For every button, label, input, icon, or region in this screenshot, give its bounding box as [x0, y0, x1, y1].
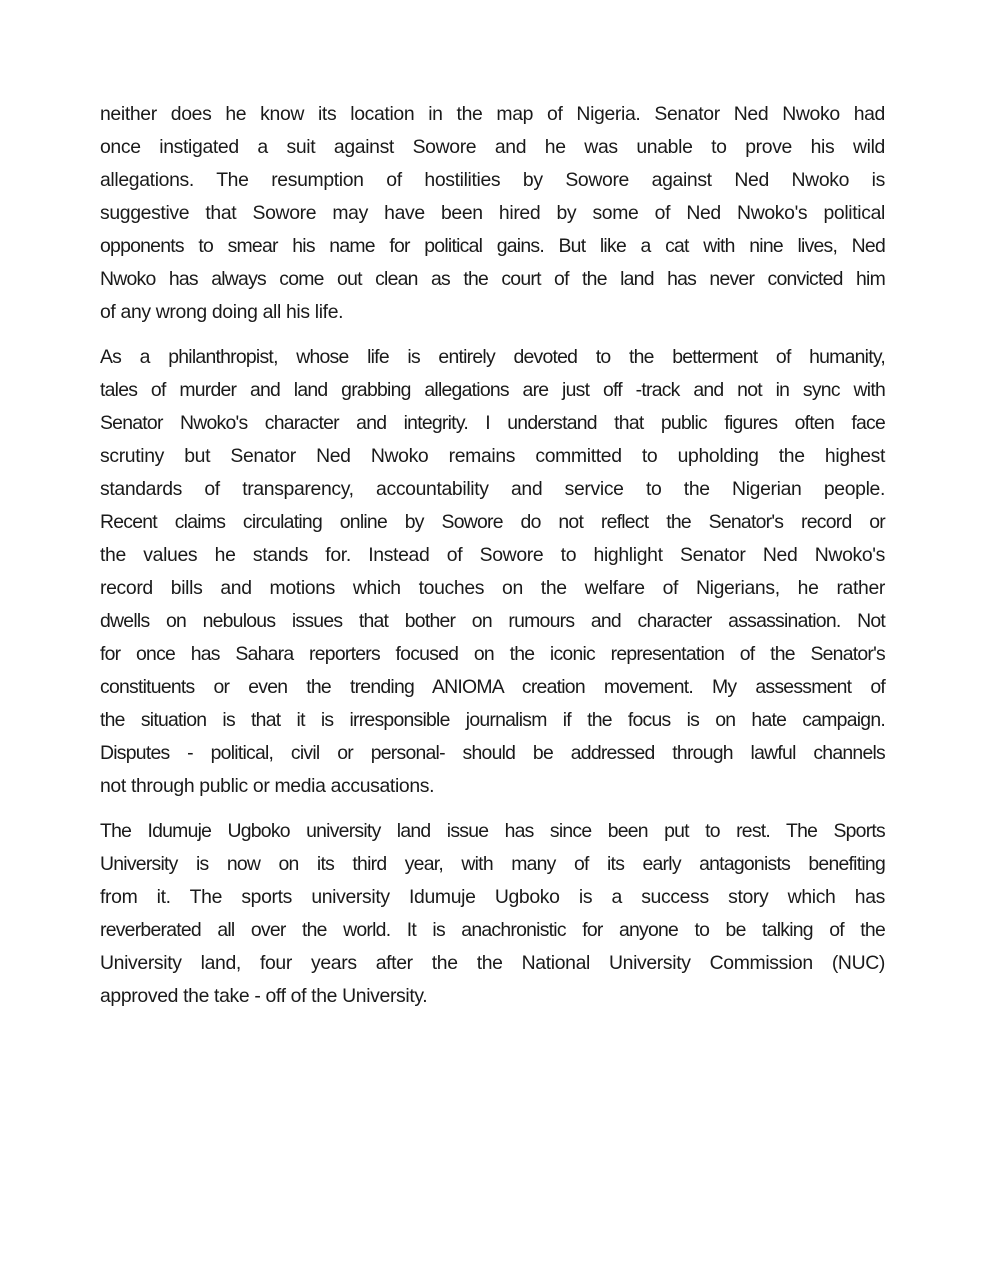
text-line: University is now on its third year, with many of its early antagonists benefiting [100, 853, 885, 875]
paragraph-3 [100, 815, 885, 1013]
text-line: reverberated all over the world. It is anachronistic for anyone to be talking of the [100, 919, 885, 941]
paragraph-1 [100, 98, 885, 329]
text-line: the situation is that it is irresponsible journalism if the focus is on hate campaign. [100, 709, 885, 731]
text-line: standards of transparency, accountability and service to the Nigerian people. [100, 478, 885, 500]
text-line: allegations. The resumption of hostilities by Sowore against Ned Nwoko is [100, 169, 885, 191]
text-line: of any wrong doing all his life. [100, 301, 344, 323]
text-line: dwells on nebulous issues that bother on rumours and character assassination. Not [100, 610, 885, 632]
text-line: scrutiny but Senator Ned Nwoko remains committed to upholding the highest [100, 445, 885, 467]
text-line: once instigated a suit against Sowore and he was unable to prove his wild [100, 136, 885, 158]
text-line: from it. The sports university Idumuje Ugboko is a success story which has [100, 886, 885, 908]
paragraph-2 [100, 341, 885, 803]
text-line: approved the take - off of the University. [100, 985, 428, 1007]
text-line: Senator Nwoko's character and integrity. I understand that public figures often face [100, 412, 885, 434]
text-line: record bills and motions which touches on the welfare of Nigerians, he rather [100, 577, 885, 599]
text-line: suggestive that Sowore may have been hired by some of Ned Nwoko's political [100, 202, 885, 224]
text-line: As a philanthropist, whose life is entirely devoted to the betterment of humanity, [100, 346, 885, 368]
text-line: the values he stands for. Instead of Sowore to highlight Senator Ned Nwoko's [100, 544, 885, 566]
text-line: constituents or even the trending ANIOMA creation movement. My assessment of [100, 676, 885, 698]
document-body [100, 98, 885, 1025]
text-line: not through public or media accusations. [100, 775, 435, 797]
text-line: University land, four years after the the National University Commission (NUC) [100, 952, 885, 974]
text-line: Recent claims circulating online by Sowore do not reflect the Senator's record or [100, 511, 885, 533]
text-line: Disputes - political, civil or personal- should be addressed through lawful channels [100, 742, 885, 764]
text-line: tales of murder and land grabbing allegations are just off -track and not in sync with [100, 379, 885, 401]
text-line: Nwoko has always come out clean as the court of the land has never convicted him [100, 268, 885, 290]
text-line: The Idumuje Ugboko university land issue has since been put to rest. The Sports [100, 820, 885, 842]
text-line: neither does he know its location in the map of Nigeria. Senator Ned Nwoko had [100, 103, 885, 125]
text-line: opponents to smear his name for political gains. But like a cat with nine lives, Ned [100, 235, 885, 257]
text-line: for once has Sahara reporters focused on the iconic representation of the Senator's [100, 643, 885, 665]
